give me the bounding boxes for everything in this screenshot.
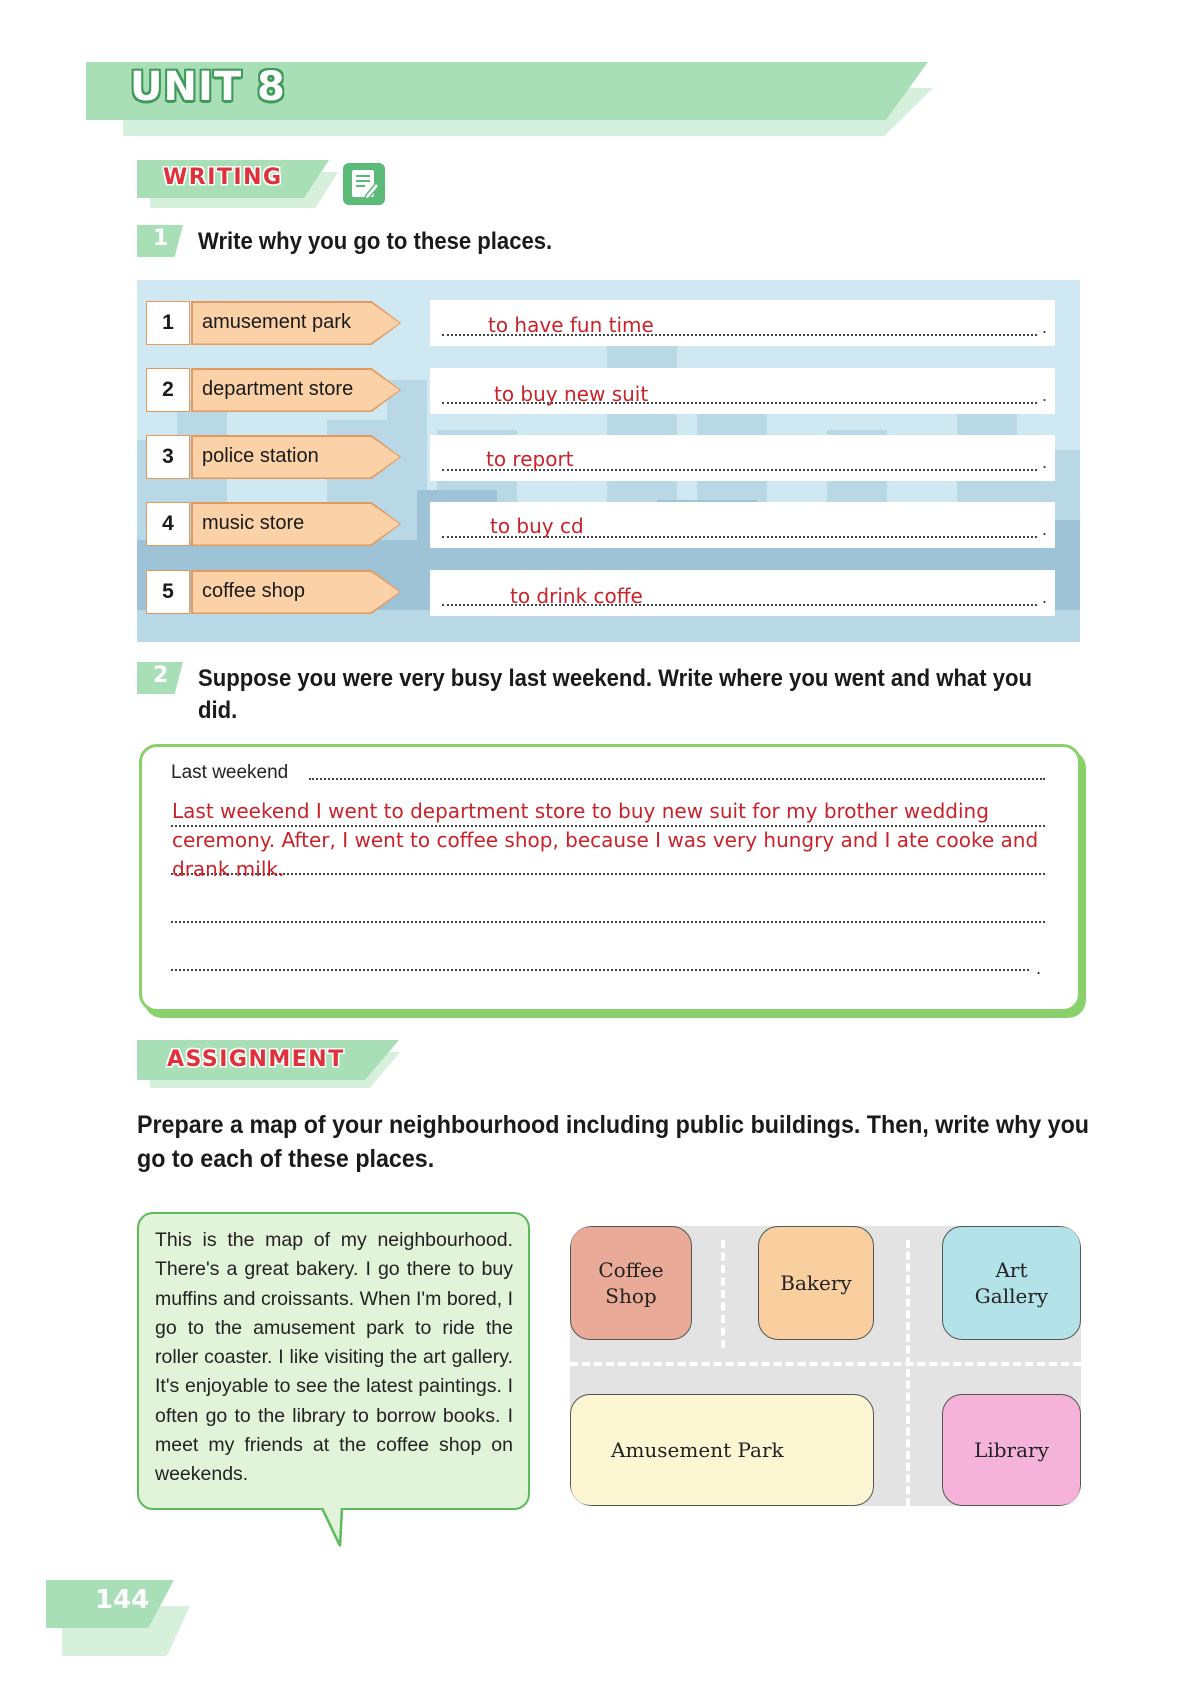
row-4-place-text: music store <box>202 512 305 534</box>
writing-line-1 <box>309 778 1045 780</box>
map-amusement-park-label: Amusement Park <box>611 1438 784 1462</box>
row-3-answer-text: to report <box>486 447 574 471</box>
map-coffee-shop-label-1: Coffee <box>598 1258 664 1282</box>
map-art-gallery-label-1: Art <box>995 1258 1028 1282</box>
row-1-answer-field[interactable]: . to have fun time <box>430 300 1055 346</box>
row-4-answer-field[interactable]: . to buy cd <box>430 502 1055 548</box>
answer-line-3: drank milk. <box>172 857 285 881</box>
row-1-number: 1 <box>146 301 190 345</box>
answer-line-2: ceremony. After, I went to coffee shop, because I was very hungry and I ate cooke and <box>172 828 1039 852</box>
row-2-place-text: department store <box>202 378 354 400</box>
writing-line-3 <box>171 873 1045 875</box>
map-bakery <box>758 1226 874 1340</box>
row-5-place-label <box>191 570 401 614</box>
row-2-answer-text: to buy new suit <box>494 382 649 406</box>
row-5-place-text: coffee shop <box>202 580 306 602</box>
map-road-vertical-2 <box>906 1240 910 1506</box>
writing-line-4 <box>171 921 1045 923</box>
row-1-place-text: amusement park <box>202 311 351 333</box>
writing-line-5-period: . <box>1036 958 1042 978</box>
answer-line-1: Last weekend I went to department store to buy new suit for my brother wedding <box>172 799 989 823</box>
writing-tag-label: WRITING <box>163 165 283 190</box>
exercise-2-number: 2 <box>153 663 169 688</box>
assignment-instruction-line-1: Prepare a map of your neighbourhood including public buildings. Then, write why you <box>137 1111 1090 1139</box>
neighbourhood-map <box>570 1226 1081 1506</box>
last-weekend-prompt: Last weekend <box>171 762 289 783</box>
assignment-instruction-line-2: go to each of these places. <box>137 1145 435 1173</box>
map-art-gallery-label-2: Gallery <box>974 1284 1049 1308</box>
map-library <box>942 1394 1081 1506</box>
assignment-tag-label: ASSIGNMENT <box>167 1047 345 1072</box>
pencil-paper-icon <box>343 163 385 205</box>
row-2-number: 2 <box>146 368 190 412</box>
map-library-label: Library <box>974 1438 1049 1462</box>
writing-line-2 <box>171 825 1045 827</box>
speech-bubble-text: This is the map of my neighbourhood. There's a great bakery. I go there to buy muffins and croissants. When I'm bored, I go to the amusement park to ride the roller coaster. I like visiting the art gallery. It's enjoyable to see the latest paintings. I often go to the library to borrow books. I meet my friends at the coffee shop on weekends. <box>155 1229 513 1486</box>
exercise-2-instruction-line-2: did. <box>198 697 238 724</box>
map-art-gallery <box>942 1226 1081 1340</box>
row-3-place-text: police station <box>202 445 319 467</box>
row-3-place-label <box>191 435 401 479</box>
row-3-answer-field[interactable]: . to report <box>430 435 1055 481</box>
speech-bubble-tail <box>318 1506 358 1550</box>
unit-title: UNIT 8 <box>130 64 286 110</box>
row-4-number: 4 <box>146 502 190 546</box>
map-road-vertical-1 <box>721 1240 725 1348</box>
row-2-place-label <box>191 368 401 412</box>
row-1-answer-text: to have fun time <box>488 313 654 337</box>
row-4-place-label <box>191 502 401 546</box>
exercise-1-instruction: Write why you go to these places. <box>198 228 553 255</box>
row-4-answer-text: to buy cd <box>490 514 584 538</box>
row-5-answer-field[interactable]: . to drink coffe <box>430 570 1055 616</box>
writing-line-5 <box>171 969 1029 971</box>
map-road-horizontal <box>570 1362 1081 1366</box>
map-amusement-park <box>570 1394 874 1506</box>
row-5-answer-text: to drink coffe <box>510 584 643 608</box>
row-2-answer-field[interactable]: . to buy new suit <box>430 368 1055 414</box>
page-number: 144 <box>95 1585 150 1615</box>
row-3-number: 3 <box>146 435 190 479</box>
map-bakery-label: Bakery <box>780 1271 852 1295</box>
assignment-instruction <box>137 1108 1090 1176</box>
row-1-place-label <box>191 301 401 345</box>
exercise-2-instruction-line-1: Suppose you were very busy last weekend. Write where you went and what you <box>198 665 1032 692</box>
map-coffee-shop <box>570 1226 692 1340</box>
exercise-1-number: 1 <box>153 226 169 251</box>
map-coffee-shop-label-2: Shop <box>605 1284 657 1308</box>
row-5-number: 5 <box>146 570 190 614</box>
